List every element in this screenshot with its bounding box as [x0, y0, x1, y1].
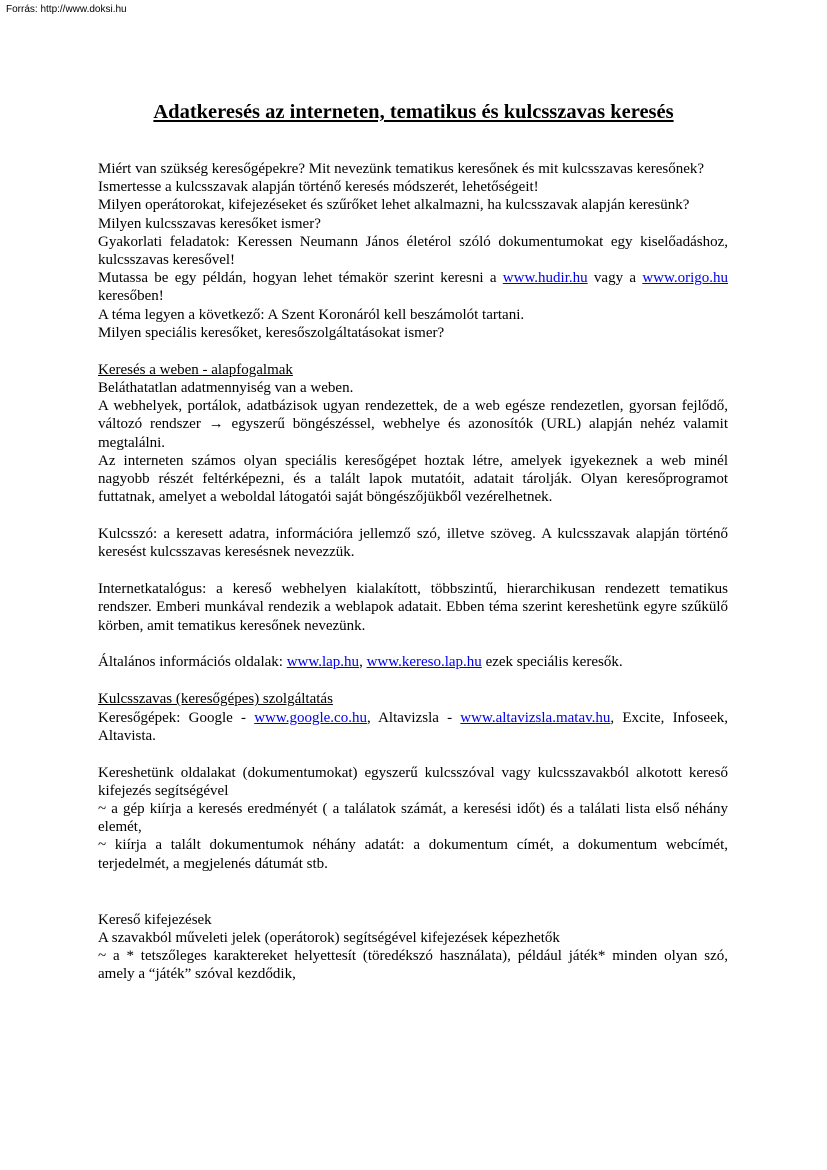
catalog-definition: Internetkatalógus: a kereső webhelyen kialakított, többszintű, hierarchikusan rendezett tematikus rendszer. Emberi munkával rendezik a weblapok adatait. Ebben téma szerint kereshetünk egyre szűkülő körben, amit tematikus keresőnek nevezünk. [98, 581, 728, 634]
origo-link[interactable]: www.origo.hu [642, 270, 728, 287]
list-item: ~ kiírja a talált dokumentumok néhány adatát: a dokumentum címét, a dokumentum webcímét, terjedelmét, a megjelenés dátumát stb. [98, 837, 728, 872]
kereso-lap-link[interactable]: www.kereso.lap.hu [366, 654, 482, 671]
question: Miért van szükség keresőgépekre? Mit nevezünk tematikus keresőnek és mit kulcsszavas keresőnek? [98, 161, 705, 177]
section-heading-text: Kulcsszavas (keresőgépes) szolgáltatás [98, 691, 333, 708]
question: Gyakorlati feladatok: Keressen Neumann János életérol szóló dokumentumokat egy kiselőadáshoz, kulcsszavas keresővel! [98, 233, 728, 269]
paragraph: Beláthatatlan adatmennyiség van a weben. [98, 379, 354, 396]
engines-text: , Altavizsla - [366, 709, 461, 726]
section-heading: Kereső kifejezések [98, 911, 212, 928]
general-text: , [359, 654, 367, 671]
list-item: ~ a * tetszőleges karaktereket helyettesít (töredékszó használata), például játék* minden olyan szó, amely a “játék” szóval kezdődik, [98, 948, 728, 983]
question: Milyen speciális keresőket, keresőszolgáltatásokat ismer? [98, 324, 445, 341]
question-text: Mutassa be egy példán, hogyan lehet témakör szerint keresni a [98, 270, 503, 287]
paragraph: A webhelyek, portálok, adatbázisok ugyan rendezettek, de a web egésze rendezetlen, gyorsan fejlődő, változó rendszer → egyszerű böngészéssel, webhelye és azonosítók (URL) alapján nehéz valamit megtalálni. [98, 398, 728, 451]
question: A téma legyen a következő: A Szent Koronáról kell beszámolót tartani. [98, 306, 525, 323]
question-text: vagy a [587, 270, 643, 287]
question: Milyen kulcsszavas keresőket ismer? [98, 215, 321, 232]
list-item: ~ a gép kiírja a keresés eredményét ( a találatok számát, a keresési időt) és a találati lista első néhány elemét, [98, 801, 728, 836]
paragraph: Kereshetünk oldalakat (dokumentumokat) egyszerű kulcsszóval vagy kulcsszavakból alkotott kereső kifejezés segítségével [98, 764, 728, 799]
hudir-link[interactable]: www.hudir.hu [502, 270, 588, 287]
section-heading [98, 361, 728, 379]
paragraph: Az interneten számos olyan speciális keresőgépet hoztak létre, amelyek igyekeznek a web minél nagyobb részét feltérképezni, és a talált lapok mutatóit, adatait tárolják. Olyan keresőprogramot futtatnak, amelyet a weboldal látogatói saját böngészőjükből vezérelhetnek. [98, 452, 728, 506]
question: Milyen operátorokat, kifejezéseket és szűrőket lehet alkalmazni, ha kulcsszavak alapján keresünk? [98, 197, 690, 214]
keyword-definition: Kulcsszó: a keresett adatra, információra jellemző szó, illetve szöveg. A kulcsszavak alapján történő keresést kulcsszavas keresésnek nevezzük. [98, 526, 728, 561]
engines-text: Keresőgépek: Google - [98, 709, 255, 726]
question-text: keresőben! [98, 288, 164, 305]
lap-link[interactable]: www.lap.hu [286, 654, 360, 671]
google-link[interactable]: www.google.co.hu [254, 709, 367, 726]
general-text: Általános információs oldalak: [98, 654, 287, 671]
general-sites [98, 653, 728, 671]
question [98, 269, 728, 305]
section-heading-text: Keresés a weben - alapfogalmak [98, 361, 293, 378]
source-note: Forrás: http://www.doksi.hu [6, 4, 127, 15]
document-body [98, 160, 728, 984]
search-engines [98, 709, 728, 745]
section-heading [98, 690, 728, 708]
altavizsla-link[interactable]: www.altavizsla.matav.hu [460, 709, 611, 726]
page-title: Adatkeresés az interneten, tematikus és kulcsszavas keresés [153, 101, 674, 123]
paragraph: A szavakból műveleti jelek (operátorok) segítségével kifejezések képezhetők [98, 930, 560, 947]
question: Ismertesse a kulcsszavak alapján történő keresés módszerét, lehetőségeit! [98, 179, 539, 196]
engines-text: , Excite, Infoseek, Altavista. [98, 709, 728, 744]
general-text: ezek speciális keresők. [481, 654, 623, 671]
